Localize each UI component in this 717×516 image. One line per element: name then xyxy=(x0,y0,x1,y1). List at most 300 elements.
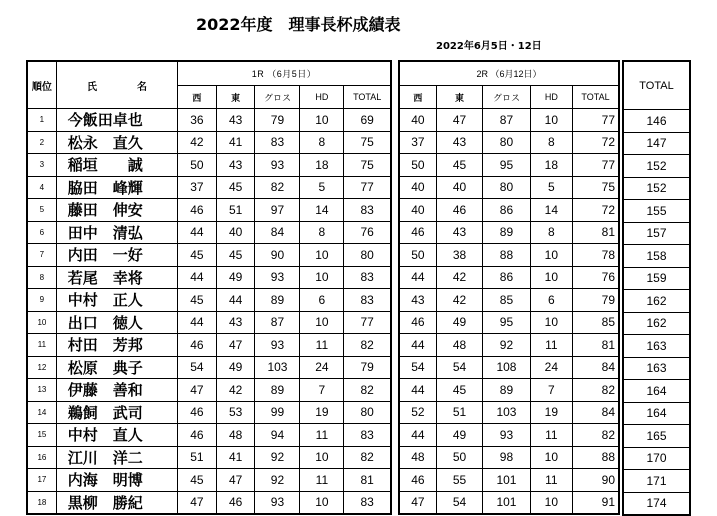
table-row xyxy=(399,244,619,267)
round1-east-cell: 47 xyxy=(216,469,255,492)
table-row xyxy=(623,222,690,245)
round1-west-cell: 50 xyxy=(178,154,217,177)
round1-east-cell: 48 xyxy=(216,424,255,447)
table-row xyxy=(623,492,690,515)
name-cell: 伊藤 善和 xyxy=(56,379,177,402)
round2-hd-cell: 10 xyxy=(530,266,572,289)
round1-hd-cell: 10 xyxy=(300,491,344,514)
round1-total-cell: 83 xyxy=(344,289,391,312)
round1-total-cell: 81 xyxy=(344,469,391,492)
round2-hd-cell: 11 xyxy=(530,469,572,492)
name-cell: 村田 芳邦 xyxy=(56,334,177,357)
round2-total-cell: 84 xyxy=(573,401,619,424)
table-row xyxy=(27,221,391,244)
round2-total-cell: 76 xyxy=(573,266,619,289)
round2-gross-cell: 101 xyxy=(483,469,530,492)
round2-total-cell: 90 xyxy=(573,469,619,492)
round2-gross-cell: 108 xyxy=(483,356,530,379)
table-row xyxy=(27,469,391,492)
round1-total-cell: 79 xyxy=(344,356,391,379)
round1-gross-cell: 89 xyxy=(255,379,300,402)
table-row xyxy=(399,221,619,244)
round1-total-cell: 83 xyxy=(344,491,391,514)
round1-gross-cell: 93 xyxy=(255,491,300,514)
round2-hd-cell: 10 xyxy=(530,446,572,469)
table-row xyxy=(399,154,619,177)
table-row xyxy=(399,379,619,402)
round1-gross-cell: 103 xyxy=(255,356,300,379)
round2-west-cell: 46 xyxy=(399,469,436,492)
round1-table xyxy=(26,60,392,515)
round2-total-cell: 72 xyxy=(573,131,619,154)
round1-total-cell: 83 xyxy=(344,199,391,222)
table-row xyxy=(623,200,690,223)
name-cell: 脇田 峰輝 xyxy=(56,176,177,199)
rank-cell: 15 xyxy=(27,424,56,447)
round1-hd-cell: 7 xyxy=(300,379,344,402)
grand-total-cell: 152 xyxy=(623,177,690,200)
grand-total-cell: 152 xyxy=(623,155,690,178)
round2-gross-cell: 92 xyxy=(483,334,530,357)
round2-hd-cell: 10 xyxy=(530,311,572,334)
round1-hd-cell: 14 xyxy=(300,199,344,222)
table-row xyxy=(27,289,391,312)
round1-hd-cell: 11 xyxy=(300,334,344,357)
grand-total-cell: 162 xyxy=(623,312,690,335)
round2-gross-header: グロス xyxy=(483,86,530,109)
round2-west-cell: 43 xyxy=(399,289,436,312)
rank-cell: 12 xyxy=(27,356,56,379)
round1-west-cell: 45 xyxy=(178,289,217,312)
table-row xyxy=(623,357,690,380)
round1-hd-cell: 18 xyxy=(300,154,344,177)
round2-hd-cell: 10 xyxy=(530,491,572,514)
round1-gross-cell: 94 xyxy=(255,424,300,447)
grand-total-header: TOTAL xyxy=(623,61,690,110)
round1-west-cell: 44 xyxy=(178,266,217,289)
table-row xyxy=(399,266,619,289)
round2-gross-cell: 101 xyxy=(483,491,530,514)
round2-east-cell: 43 xyxy=(436,221,482,244)
table-row xyxy=(399,199,619,222)
name-cell: 内田 一好 xyxy=(56,244,177,267)
round1-total-cell: 80 xyxy=(344,401,391,424)
round1-east-cell: 42 xyxy=(216,379,255,402)
round2-west-cell: 44 xyxy=(399,334,436,357)
round2-gross-cell: 86 xyxy=(483,199,530,222)
name-cell: 稲垣 誠 xyxy=(56,154,177,177)
grand-total-cell: 174 xyxy=(623,492,690,515)
round1-hd-cell: 11 xyxy=(300,424,344,447)
table-row xyxy=(623,245,690,268)
round1-gross-cell: 82 xyxy=(255,176,300,199)
name-cell: 松原 典子 xyxy=(56,356,177,379)
grand-total-cell: 165 xyxy=(623,425,690,448)
round2-west-cell: 46 xyxy=(399,311,436,334)
round2-gross-cell: 93 xyxy=(483,424,530,447)
table-row xyxy=(27,379,391,402)
round2-hd-header: HD xyxy=(530,86,572,109)
name-header-b: 名 xyxy=(136,81,147,93)
round1-west-cell: 37 xyxy=(178,176,217,199)
table-row xyxy=(399,446,619,469)
round1-west-cell: 44 xyxy=(178,311,217,334)
round1-east-cell: 47 xyxy=(216,334,255,357)
rank-cell: 7 xyxy=(27,244,56,267)
round2-east-cell: 49 xyxy=(436,424,482,447)
name-cell: 今飯田卓也 xyxy=(56,109,177,132)
round2-west-cell: 40 xyxy=(399,109,436,132)
round2-total-cell: 88 xyxy=(573,446,619,469)
round1-hd-cell: 10 xyxy=(300,446,344,469)
grand-total-table xyxy=(622,60,691,516)
round1-west-cell: 45 xyxy=(178,244,217,267)
table-row xyxy=(623,312,690,335)
table-row xyxy=(399,289,619,312)
round1-west-cell: 47 xyxy=(178,379,217,402)
grand-total-cell: 162 xyxy=(623,290,690,313)
round1-hd-cell: 10 xyxy=(300,266,344,289)
table-row xyxy=(27,424,391,447)
round1-gross-cell: 99 xyxy=(255,401,300,424)
round2-west-cell: 46 xyxy=(399,221,436,244)
round2-total-cell: 91 xyxy=(573,491,619,514)
round2-east-header: 東 xyxy=(436,86,482,109)
round2-west-cell: 44 xyxy=(399,424,436,447)
table-row xyxy=(623,425,690,448)
rank-cell: 9 xyxy=(27,289,56,312)
round2-total-cell: 77 xyxy=(573,154,619,177)
table-row xyxy=(399,131,619,154)
round2-hd-cell: 14 xyxy=(530,199,572,222)
round1-hd-cell: 10 xyxy=(300,244,344,267)
grand-total-cell: 164 xyxy=(623,402,690,425)
round2-east-cell: 42 xyxy=(436,289,482,312)
round2-total-cell: 82 xyxy=(573,424,619,447)
round1-hd-cell: 10 xyxy=(300,109,344,132)
round2-gross-cell: 88 xyxy=(483,244,530,267)
table-row xyxy=(27,446,391,469)
table-row xyxy=(27,401,391,424)
round2-east-cell: 46 xyxy=(436,199,482,222)
round2-gross-cell: 98 xyxy=(483,446,530,469)
round2-total-cell: 81 xyxy=(573,221,619,244)
round1-hd-header: HD xyxy=(300,86,344,109)
grand-total-cell: 159 xyxy=(623,267,690,290)
round2-hd-cell: 8 xyxy=(530,131,572,154)
round2-total-cell: 84 xyxy=(573,356,619,379)
round2-east-cell: 48 xyxy=(436,334,482,357)
round1-east-cell: 49 xyxy=(216,356,255,379)
round2-west-cell: 40 xyxy=(399,176,436,199)
round2-east-cell: 38 xyxy=(436,244,482,267)
round1-total-cell: 75 xyxy=(344,131,391,154)
rank-cell: 3 xyxy=(27,154,56,177)
grand-total-cell: 157 xyxy=(623,222,690,245)
table-row xyxy=(399,109,619,132)
name-cell: 藤田 伸安 xyxy=(56,199,177,222)
name-cell: 江川 洋二 xyxy=(56,446,177,469)
round2-gross-cell: 80 xyxy=(483,176,530,199)
table-row xyxy=(623,155,690,178)
table-row xyxy=(623,290,690,313)
round2-gross-cell: 85 xyxy=(483,289,530,312)
round2-hd-cell: 11 xyxy=(530,424,572,447)
round2-total-cell: 78 xyxy=(573,244,619,267)
round1-gross-cell: 84 xyxy=(255,221,300,244)
round1-hd-cell: 10 xyxy=(300,311,344,334)
grand-total-cell: 171 xyxy=(623,470,690,493)
name-cell: 田中 清弘 xyxy=(56,221,177,244)
round2-hd-cell: 5 xyxy=(530,176,572,199)
round1-total-cell: 77 xyxy=(344,176,391,199)
name-header xyxy=(56,61,177,109)
round1-east-cell: 46 xyxy=(216,491,255,514)
round1-east-cell: 44 xyxy=(216,289,255,312)
round2-west-cell: 44 xyxy=(399,379,436,402)
table-row xyxy=(27,266,391,289)
table-row xyxy=(623,402,690,425)
round2-gross-cell: 80 xyxy=(483,131,530,154)
round1-gross-header: グロス xyxy=(255,86,300,109)
round1-east-cell: 53 xyxy=(216,401,255,424)
round1-east-cell: 45 xyxy=(216,244,255,267)
round2-gross-cell: 87 xyxy=(483,109,530,132)
round1-east-cell: 43 xyxy=(216,154,255,177)
table-row xyxy=(399,334,619,357)
round1-hd-cell: 8 xyxy=(300,131,344,154)
round1-hd-cell: 19 xyxy=(300,401,344,424)
name-cell: 鵜飼 武司 xyxy=(56,401,177,424)
round1-west-cell: 46 xyxy=(178,424,217,447)
round1-gross-cell: 89 xyxy=(255,289,300,312)
name-cell: 中村 直人 xyxy=(56,424,177,447)
round1-west-header: 西 xyxy=(178,86,217,109)
round1-hd-cell: 24 xyxy=(300,356,344,379)
round1-gross-cell: 93 xyxy=(255,334,300,357)
round2-east-cell: 51 xyxy=(436,401,482,424)
round2-west-cell: 37 xyxy=(399,131,436,154)
round1-hd-cell: 8 xyxy=(300,221,344,244)
round1-west-cell: 51 xyxy=(178,446,217,469)
table-row xyxy=(399,469,619,492)
rank-cell: 6 xyxy=(27,221,56,244)
grand-total-cell: 146 xyxy=(623,110,690,133)
round1-hd-cell: 11 xyxy=(300,469,344,492)
round1-west-cell: 47 xyxy=(178,491,217,514)
grand-total-cell: 155 xyxy=(623,200,690,223)
table-row xyxy=(27,311,391,334)
round2-hd-cell: 18 xyxy=(530,154,572,177)
round2-hd-cell: 19 xyxy=(530,401,572,424)
table-row xyxy=(623,335,690,358)
round1-west-cell: 42 xyxy=(178,131,217,154)
table-row xyxy=(623,267,690,290)
round2-east-cell: 55 xyxy=(436,469,482,492)
rank-cell: 18 xyxy=(27,491,56,514)
round1-total-cell: 82 xyxy=(344,446,391,469)
table-row xyxy=(399,491,619,514)
table-row xyxy=(27,199,391,222)
table-row xyxy=(27,109,391,132)
round2-table xyxy=(398,60,620,515)
round2-west-cell: 50 xyxy=(399,244,436,267)
round1-total-cell: 69 xyxy=(344,109,391,132)
round2-west-cell: 40 xyxy=(399,199,436,222)
round1-gross-cell: 87 xyxy=(255,311,300,334)
round1-total-cell: 77 xyxy=(344,311,391,334)
name-cell: 中村 正人 xyxy=(56,289,177,312)
grand-total-cell: 164 xyxy=(623,380,690,403)
round2-total-cell: 79 xyxy=(573,289,619,312)
round1-total-header: TOTAL xyxy=(344,86,391,109)
round1-hd-cell: 5 xyxy=(300,176,344,199)
round2-hd-cell: 24 xyxy=(530,356,572,379)
round1-total-cell: 76 xyxy=(344,221,391,244)
round1-east-cell: 49 xyxy=(216,266,255,289)
grand-total-cell: 170 xyxy=(623,447,690,470)
grand-total-cell: 158 xyxy=(623,245,690,268)
rank-header: 順位 xyxy=(27,61,56,109)
round1-west-cell: 54 xyxy=(178,356,217,379)
round1-east-cell: 41 xyxy=(216,131,255,154)
round2-east-cell: 42 xyxy=(436,266,482,289)
table-row xyxy=(27,356,391,379)
table-row xyxy=(623,380,690,403)
round2-total-cell: 81 xyxy=(573,334,619,357)
table-row xyxy=(27,154,391,177)
table-row xyxy=(399,424,619,447)
round1-east-header: 東 xyxy=(216,86,255,109)
table-row xyxy=(623,132,690,155)
round2-east-cell: 40 xyxy=(436,176,482,199)
round2-east-cell: 54 xyxy=(436,356,482,379)
round1-east-cell: 45 xyxy=(216,176,255,199)
round2-west-cell: 52 xyxy=(399,401,436,424)
round2-gross-cell: 86 xyxy=(483,266,530,289)
round1-total-cell: 82 xyxy=(344,334,391,357)
round1-east-cell: 40 xyxy=(216,221,255,244)
page-title: 2022年度 理事長杯成績表 xyxy=(196,15,401,34)
table-row xyxy=(623,447,690,470)
round2-east-cell: 49 xyxy=(436,311,482,334)
table-row xyxy=(399,401,619,424)
round2-west-cell: 44 xyxy=(399,266,436,289)
round2-total-cell: 77 xyxy=(573,109,619,132)
round1-total-cell: 80 xyxy=(344,244,391,267)
name-cell: 松永 直久 xyxy=(56,131,177,154)
table-row xyxy=(27,176,391,199)
rank-cell: 16 xyxy=(27,446,56,469)
round2-gross-cell: 89 xyxy=(483,221,530,244)
round1-west-cell: 46 xyxy=(178,199,217,222)
round2-gross-cell: 103 xyxy=(483,401,530,424)
round1-gross-cell: 97 xyxy=(255,199,300,222)
grand-total-cell: 163 xyxy=(623,357,690,380)
name-header-a: 氏 xyxy=(86,81,97,93)
table-row xyxy=(27,244,391,267)
name-cell: 内海 明博 xyxy=(56,469,177,492)
round1-hd-cell: 6 xyxy=(300,289,344,312)
round2-west-cell: 50 xyxy=(399,154,436,177)
rank-cell: 11 xyxy=(27,334,56,357)
round1-west-cell: 46 xyxy=(178,334,217,357)
round2-total-cell: 72 xyxy=(573,199,619,222)
round2-east-cell: 47 xyxy=(436,109,482,132)
round1-west-cell: 45 xyxy=(178,469,217,492)
round1-gross-cell: 93 xyxy=(255,154,300,177)
round1-west-cell: 46 xyxy=(178,401,217,424)
round2-west-cell: 54 xyxy=(399,356,436,379)
round2-hd-cell: 6 xyxy=(530,289,572,312)
grand-total-cell: 163 xyxy=(623,335,690,358)
round1-east-cell: 43 xyxy=(216,311,255,334)
round1-east-cell: 41 xyxy=(216,446,255,469)
round2-header: 2R （6月12日） xyxy=(399,61,619,86)
round1-gross-cell: 79 xyxy=(255,109,300,132)
round1-total-cell: 75 xyxy=(344,154,391,177)
round2-hd-cell: 10 xyxy=(530,244,572,267)
table-row xyxy=(399,311,619,334)
rank-cell: 17 xyxy=(27,469,56,492)
round2-gross-cell: 95 xyxy=(483,154,530,177)
table-row xyxy=(623,177,690,200)
round1-gross-cell: 93 xyxy=(255,266,300,289)
round2-east-cell: 45 xyxy=(436,379,482,402)
name-cell: 若尾 幸将 xyxy=(56,266,177,289)
round2-gross-cell: 89 xyxy=(483,379,530,402)
round2-hd-cell: 11 xyxy=(530,334,572,357)
round2-east-cell: 54 xyxy=(436,491,482,514)
round2-east-cell: 50 xyxy=(436,446,482,469)
round2-east-cell: 45 xyxy=(436,154,482,177)
rank-cell: 8 xyxy=(27,266,56,289)
round1-total-cell: 82 xyxy=(344,379,391,402)
round1-east-cell: 51 xyxy=(216,199,255,222)
round2-gross-cell: 95 xyxy=(483,311,530,334)
table-row xyxy=(27,131,391,154)
round2-west-cell: 47 xyxy=(399,491,436,514)
rank-cell: 1 xyxy=(27,109,56,132)
table-row xyxy=(623,110,690,133)
round1-gross-cell: 92 xyxy=(255,469,300,492)
round1-west-cell: 36 xyxy=(178,109,217,132)
round2-total-cell: 85 xyxy=(573,311,619,334)
name-cell: 黒柳 勝紀 xyxy=(56,491,177,514)
round1-gross-cell: 90 xyxy=(255,244,300,267)
grand-total-cell: 147 xyxy=(623,132,690,155)
table-row xyxy=(399,356,619,379)
round2-total-cell: 75 xyxy=(573,176,619,199)
event-dates: 2022年6月5日・12日 xyxy=(436,41,542,52)
rank-cell: 5 xyxy=(27,199,56,222)
round1-gross-cell: 83 xyxy=(255,131,300,154)
round1-east-cell: 43 xyxy=(216,109,255,132)
round1-west-cell: 44 xyxy=(178,221,217,244)
table-row xyxy=(27,334,391,357)
round2-east-cell: 43 xyxy=(436,131,482,154)
round2-total-header: TOTAL xyxy=(573,86,619,109)
rank-cell: 14 xyxy=(27,401,56,424)
round2-west-header: 西 xyxy=(399,86,436,109)
round2-hd-cell: 10 xyxy=(530,109,572,132)
table-row xyxy=(27,491,391,514)
name-cell: 出口 徳人 xyxy=(56,311,177,334)
round1-header: 1R （6月5日） xyxy=(178,61,391,86)
round2-hd-cell: 8 xyxy=(530,221,572,244)
round1-total-cell: 83 xyxy=(344,424,391,447)
round2-total-cell: 82 xyxy=(573,379,619,402)
